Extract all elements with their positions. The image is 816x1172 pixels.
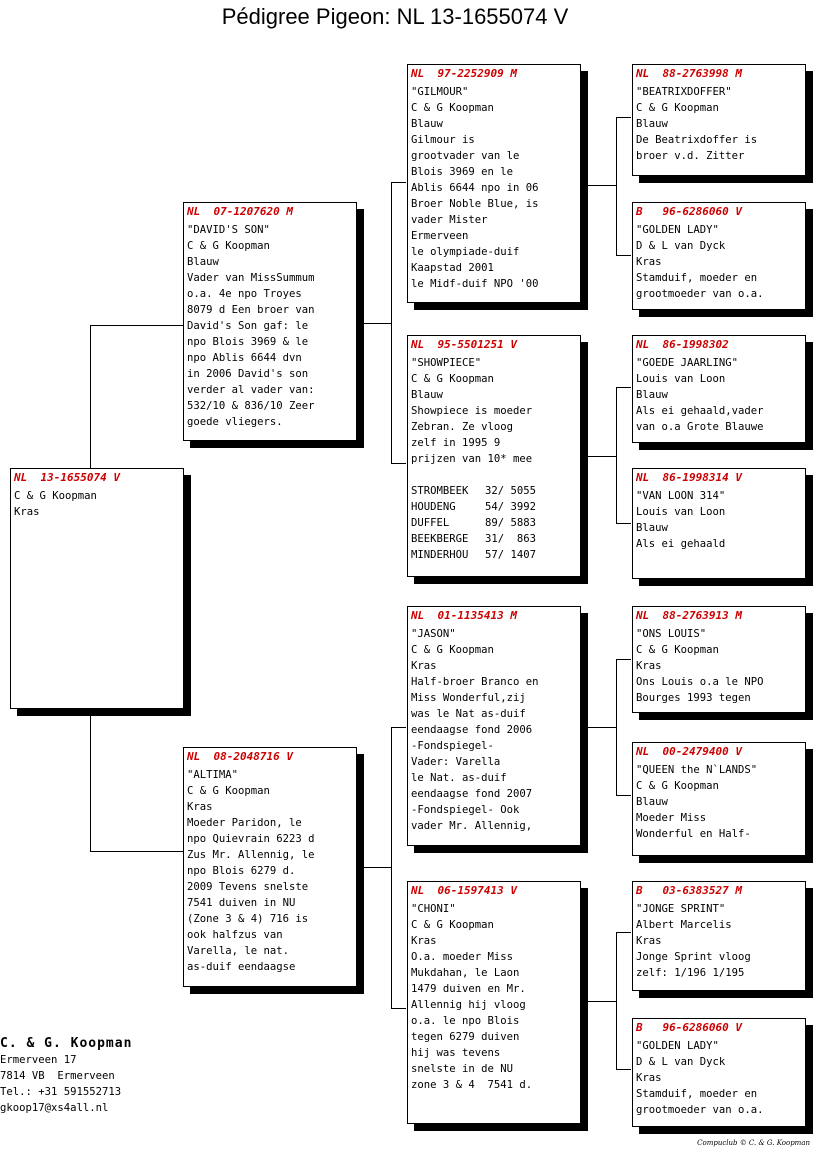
card-line: eendaagse fond 2006 [411,724,533,736]
ring-number: NL 13-1655074 V [14,471,120,484]
card-line: Albert Marcelis [636,919,732,931]
father-card [183,202,357,441]
connector [90,708,91,851]
connector [588,1001,616,1002]
ring-number: NL 07-1207620 M [187,205,293,218]
ring-number: B 03-6383527 M [636,884,742,897]
card-line: npo Blois 3969 & le [187,336,309,348]
card-line: 2009 Tevens snelste [187,881,309,893]
card-line: was le Nat as-duif [411,708,526,720]
connector [616,1069,631,1070]
connector [391,727,392,1008]
owner-name: C. & G. Koopman [0,1036,133,1051]
ancestor-card-fmm [632,468,806,579]
card-line: Half-broer Branco en [411,676,539,688]
connector [588,727,616,728]
race-result [411,547,577,563]
card-line: Ablis 6644 npo in 06 [411,182,539,194]
card-line: Vader: Varella [411,756,501,768]
race-place: STROMBEEK [411,485,469,497]
card-line: "JONGE SPRINT" [636,903,726,915]
race-result [411,499,577,515]
card-line: Jonge Sprint vloog [636,951,751,963]
ring-number: NL 88-2763998 M [636,67,742,80]
owner-city: 7814 VB Ermerveen [0,1070,115,1082]
card-line: Blauw [636,522,668,534]
card-line: Blauw [187,256,219,268]
card-line: Kras [187,801,213,813]
card-line: Kaapstad 2001 [411,262,494,274]
card-line: Vader van MissSummum [187,272,315,284]
ancestor-card-ffm [632,202,806,310]
connector [391,727,406,728]
race-place: MINDERHOU [411,549,469,561]
connector [391,463,406,464]
race-score: 32/ 5055 [485,485,537,497]
card-line: le Nat. as-duif [411,772,507,784]
connector [90,325,91,468]
ring-number: B 96-6286060 V [636,205,742,218]
card-line: "DAVID'S SON" [187,224,270,236]
ring-number: NL 97-2252909 M [411,67,517,80]
card-line: Blauw [636,118,668,130]
card-line: O.a. moeder Miss [411,951,514,963]
connector [616,659,617,795]
ancestor-card-mmf [632,881,806,991]
ancestor-card-fmf [632,335,806,443]
card-line: C & G Koopman [411,919,494,931]
card-line: Blauw [636,389,668,401]
card-line: "SHOWPIECE" [411,357,482,369]
connector [391,1008,406,1009]
ancestor-card-fff [632,64,806,176]
card-line: Mukdahan, le Laon [411,967,520,979]
race-result [411,515,577,531]
card-line: Louis van Loon [636,506,726,518]
card-line: Blois 3969 en le [411,166,514,178]
card-line: hij was tevens [411,1047,501,1059]
card-line: Broer Noble Blue, is [411,198,539,210]
card-line: zelf in 1995 9 [411,437,501,449]
card-line: o.a. 4e npo Troyes [187,288,302,300]
card-line: C & G Koopman [636,780,719,792]
card-line: D & L van Dyck [636,240,726,252]
card-line: C & G Koopman [636,102,719,114]
card-line: "VAN LOON 314" [636,490,726,502]
paternal-grandfather-card [407,64,581,303]
card-line: Stamduif, moeder en [636,272,758,284]
card-line: Bourges 1993 tegen [636,692,751,704]
paternal-grandmother-card [407,335,581,577]
connector [391,182,406,183]
connector [90,325,183,326]
connector [616,932,631,933]
spacer [411,467,577,483]
page-title: Pédigree Pigeon: NL 13-1655074 V [221,4,569,29]
card-line: eendaagse fond 2007 [411,788,533,800]
card-line: grootmoeder van o.a. [636,1104,764,1116]
card-line: Ermerveen [411,230,469,242]
card-line: De Beatrixdoffer is [636,134,758,146]
ancestor-card-mmm [632,1018,806,1127]
card-line: grootmoeder van o.a. [636,288,764,300]
owner-info [0,1036,132,1116]
card-line: Blauw [411,389,443,401]
card-line: -Fondspiegel- [411,740,494,752]
card-line: Allennig hij vloog [411,999,526,1011]
card-line: C & G Koopman [411,102,494,114]
card-line: vader Mr. Allennig, [411,820,533,832]
race-score: 31/ 863 [485,533,537,545]
card-line: o.a. le npo Blois [411,1015,520,1027]
ancestor-card-mfm [632,742,806,856]
card-line: goede vliegers. [187,416,283,428]
card-line: ook halfzus van [187,929,283,941]
connector [588,456,616,457]
race-result [411,483,577,499]
connector [616,795,631,796]
card-line: C & G Koopman [411,644,494,656]
card-line: Als ei gehaald [636,538,726,550]
connector [90,851,183,852]
card-line: Moeder Miss [636,812,707,824]
connector [588,185,616,186]
card-line: "JASON" [411,628,456,640]
card-line: "GILMOUR" [411,86,469,98]
card-line: "GOEDE JAARLING" [636,357,739,369]
card-line: Ons Louis o.a le NPO [636,676,764,688]
race-score: 54/ 3992 [485,501,537,513]
card-line: Moeder Paridon, le [187,817,302,829]
connector [363,867,391,868]
card-line: Wonderful en Half- [636,828,751,840]
ring-number: NL 06-1597413 V [411,884,517,897]
card-line: verder al vader van: [187,384,315,396]
ring-number: NL 01-1135413 M [411,609,517,622]
card-line: Blauw [411,118,443,130]
card-line: Kras [411,660,437,672]
race-place: BEEKBERGE [411,533,469,545]
race-place: HOUDENG [411,501,456,513]
card-line: C & G Koopman [14,490,97,502]
card-line: Zebran. Ze vloog [411,421,514,433]
race-score: 89/ 5883 [485,517,537,529]
card-line: le olympiade-duif [411,246,520,258]
card-line: Miss Wonderful,zij [411,692,526,704]
card-line: (Zone 3 & 4) 716 is [187,913,309,925]
card-line: Stamduif, moeder en [636,1088,758,1100]
card-line: in 2006 David's son [187,368,309,380]
card-line: D & L van Dyck [636,1056,726,1068]
card-line: Varella, le nat. [187,945,290,957]
ring-number: NL 86-1998314 V [636,471,742,484]
connector [616,255,631,256]
card-line: "GOLDEN LADY" [636,224,719,236]
ring-number: B 96-6286060 V [636,1021,742,1034]
owner-street: Ermerveen 17 [0,1054,77,1066]
card-line: Als ei gehaald,vader [636,405,764,417]
connector [616,117,617,255]
connector [616,387,617,523]
connector [616,523,631,524]
ring-number: NL 86-1998302 [636,338,729,351]
card-line: npo Quievrain 6223 d [187,833,315,845]
card-line: vader Mister [411,214,488,226]
card-line: Zus Mr. Allennig, le [187,849,315,861]
maternal-grandmother-card [407,881,581,1124]
card-line: zelf: 1/196 1/195 [636,967,745,979]
connector [616,117,631,118]
card-line: -Fondspiegel- Ook [411,804,520,816]
card-line: van o.a Grote Blauwe [636,421,764,433]
card-line: snelste in de NU [411,1063,514,1075]
owner-phone: Tel.: +31 591552713 [0,1086,122,1098]
connector [391,182,392,463]
race-result [411,531,577,547]
card-line: C & G Koopman [187,785,270,797]
card-line: broer v.d. Zitter [636,150,745,162]
subject-card [10,468,184,709]
ancestor-card-mff [632,606,806,713]
card-line: David's Son gaf: le [187,320,309,332]
card-line: le Midf-duif NPO '00 [411,278,539,290]
ring-number: NL 95-5501251 V [411,338,517,351]
card-line: 8079 d Een broer van [187,304,315,316]
card-line: Louis van Loon [636,373,726,385]
card-line: "GOLDEN LADY" [636,1040,719,1052]
card-line: Kras [636,935,662,947]
card-line: C & G Koopman [187,240,270,252]
card-line: 1479 duiven en Mr. [411,983,526,995]
card-line: Kras [636,660,662,672]
card-line: "CHONI" [411,903,456,915]
connector [616,659,631,660]
card-line: Showpiece is moeder [411,405,533,417]
ring-number: NL 00-2479400 V [636,745,742,758]
card-line: Kras [14,506,40,518]
ring-number: NL 08-2048716 V [187,750,293,763]
card-line: Kras [636,1072,662,1084]
card-line: grootvader van le [411,150,520,162]
card-lines [14,488,180,520]
connector [616,932,617,1069]
footer-credit: Compuclub © C. & G. Koopman [697,1139,810,1147]
card-line: Kras [411,935,437,947]
connector [363,323,391,324]
connector [616,387,631,388]
card-line: "BEATRIXDOFFER" [636,86,732,98]
card-line: 532/10 & 836/10 Zeer [187,400,315,412]
card-line: Blauw [636,796,668,808]
card-line: npo Ablis 6644 dvn [187,352,302,364]
race-place: DUFFEL [411,517,450,529]
card-line: prijzen van 10* mee [411,453,533,465]
card-line: as-duif eendaagse [187,961,296,973]
card-line: Gilmour is [411,134,475,146]
card-line: C & G Koopman [411,373,494,385]
maternal-grandfather-card [407,606,581,846]
card-line: npo Blois 6279 d. [187,865,296,877]
card-line: zone 3 & 4 7541 d. [411,1079,533,1091]
card-line: tegen 6279 duiven [411,1031,520,1043]
race-score: 57/ 1407 [485,549,537,561]
card-line: 7541 duiven in NU [187,897,296,909]
card-line: Kras [636,256,662,268]
mother-card [183,747,357,987]
card-line: "ALTIMA" [187,769,239,781]
card-line: "QUEEN the N`LANDS" [636,764,758,776]
owner-email: gkoop17@xs4all.nl [0,1102,109,1114]
card-line: "ONS LOUIS" [636,628,707,640]
card-line: C & G Koopman [636,644,719,656]
ring-number: NL 88-2763913 M [636,609,742,622]
